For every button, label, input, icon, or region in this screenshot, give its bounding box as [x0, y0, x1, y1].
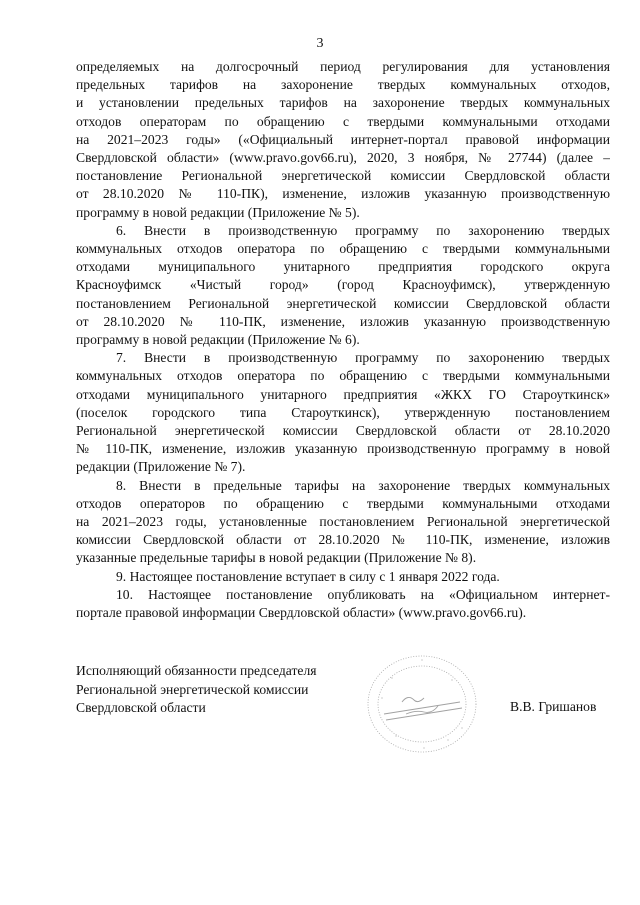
text-line: отходов операторам по обращению с твердыми коммунальными отходами — [76, 113, 610, 129]
text-line: (поселок городского типа Староуткинск), утвержденную постановлением — [76, 404, 610, 420]
text-line: предельных тарифов на захоронение твердых коммунальных отходов, — [76, 77, 610, 93]
document-body — [76, 58, 610, 622]
text-line: Красноуфимск «Чистый город» (город Красноуфимск), утвержденную — [76, 277, 610, 293]
text-line: № 110-ПК, изменение, изложив указанную производственную программу в новой — [76, 441, 610, 457]
text-line: 8. Внести в предельные тарифы на захоронение твердых коммунальных — [116, 477, 610, 493]
paragraph-7 — [76, 349, 610, 476]
position-line: Свердловской области — [76, 700, 206, 716]
text-line: Региональной энергетической комиссии Свердловской области от 28.10.2020 — [76, 423, 610, 439]
text-line: на 2021–2023 годы» («Официальный интернет-портал правовой информации — [76, 131, 610, 147]
signatory-name: В.В. Гришанов — [510, 699, 597, 714]
text-line: постановлением Региональной энергетической комиссии Свердловской области — [76, 295, 610, 311]
position-line: Региональной энергетической комиссии — [76, 681, 309, 697]
text-line: программу в новой редакции (Приложение № 5). — [76, 204, 360, 220]
text-line: редакции (Приложение № 7). — [76, 459, 246, 475]
text-line: программу в новой редакции (Приложение № 6). — [76, 332, 360, 348]
text-line: отходами муниципального унитарного предприятия «ЖКХ ГО Староуткинск» — [76, 386, 610, 402]
text-line: коммунальных отходов оператора по обращению с твердыми коммунальными — [76, 241, 610, 257]
text-line: портале правовой информации Свердловской области» (www.pravo.gov66.ru). — [76, 605, 527, 621]
text-line: и установлении предельных тарифов на захоронение твердых коммунальных — [76, 95, 610, 111]
paragraph-9 — [76, 568, 610, 586]
text-line: отходов операторов по обращению с твердыми коммунальными отходами — [76, 495, 610, 511]
text-line: 9. Настоящее постановление вступает в силу с 1 января 2022 года. — [116, 568, 500, 584]
paragraph-6 — [76, 222, 610, 349]
text-line: постановление Региональной энергетической комиссии Свердловской области — [76, 168, 610, 184]
official-seal-stamp — [362, 648, 482, 758]
text-line: 10. Настоящее постановление опубликовать на «Официальном интернет- — [116, 586, 610, 602]
paragraph-5-continuation — [76, 58, 610, 222]
text-line: 6. Внести в производственную программу по захоронению твердых — [116, 222, 610, 238]
text-line: коммунальных отходов оператора по обращению с твердыми коммунальными — [76, 368, 610, 384]
text-line: комиссии Свердловской области от 28.10.2020 № 110-ПК, изменение, изложив — [76, 532, 610, 548]
text-line: от 28.10.2020 № 110-ПК, изменение, изложив указанную производственную — [76, 313, 610, 329]
position-line: Исполняющий обязанности председателя — [76, 663, 317, 678]
page-number: 3 — [316, 36, 324, 51]
text-line: отходами муниципального унитарного предприятия городского округа — [76, 259, 610, 275]
paragraph-8 — [76, 477, 610, 568]
text-line: от 28.10.2020 № 110-ПК), изменение, изложив указанную производственную — [76, 186, 610, 202]
text-line: Свердловской области» (www.pravo.gov66.ru), 2020, 3 ноября, № 27744) (далее – — [76, 150, 610, 166]
text-line: 7. Внести в производственную программу по захоронению твердых — [116, 350, 610, 366]
text-line: определяемых на долгосрочный период регулирования для установления — [76, 59, 610, 74]
signatory-position — [76, 662, 317, 718]
text-line: на 2021–2023 годы, установленные постановлением Региональной энергетической — [76, 514, 610, 530]
paragraph-10 — [76, 586, 610, 622]
text-line: указанные предельные тарифы в новой редакции (Приложение № 8). — [76, 550, 477, 566]
